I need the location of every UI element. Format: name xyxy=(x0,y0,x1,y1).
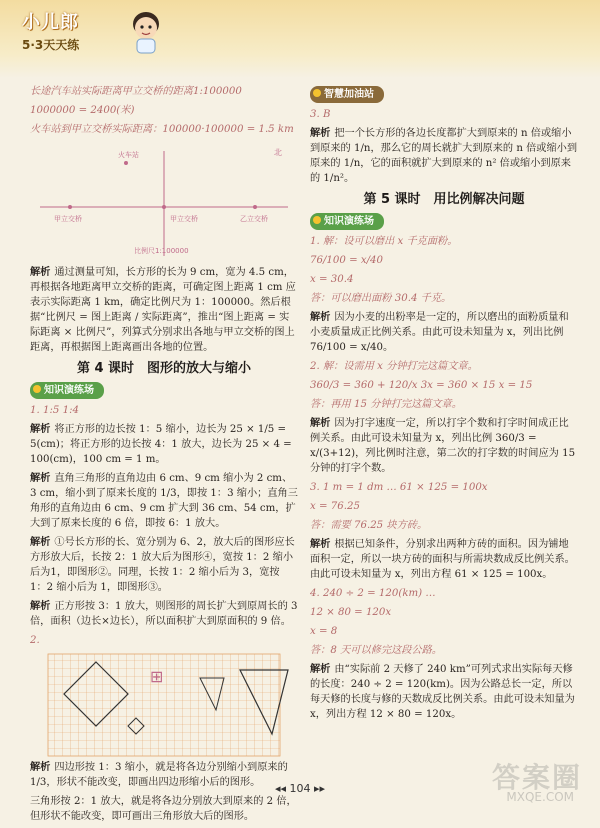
label-bridge-center: 甲立交桥 xyxy=(170,215,198,223)
page-number: ◂◂ 104 ▸▸ xyxy=(274,782,326,795)
analysis-label: 解析 xyxy=(30,266,51,278)
label-scale: 比例尺1:100000 xyxy=(134,247,189,255)
mascot-icon xyxy=(128,8,164,54)
handwritten-line: 3. 1 m = 1 dm … 61 × 125 = 100x xyxy=(310,482,488,493)
section-tag: 知识演练场 xyxy=(310,213,384,230)
answer-line: 3. B xyxy=(310,109,331,120)
handwritten-line: 答：需要 76.25 块方砖。 xyxy=(310,520,428,531)
map-sketch xyxy=(30,141,298,261)
analysis-label: 解析 xyxy=(310,663,331,675)
brand-name: 小儿郎 xyxy=(22,12,79,33)
svg-text:⊞: ⊞ xyxy=(150,667,164,686)
analysis-label: 解析 xyxy=(30,423,51,435)
analysis-text: 把一个长方形的各边长度都扩大到原来的 n 倍或缩小到原来的 1/n，那么它的周长就扩大到原来的 n 倍或缩小到原来的 1/n，它的面积就扩大到原来的 n² 倍或缩小到原来的 1/n²。 xyxy=(310,128,578,184)
handwritten-line: 1000000 = 2400(米) xyxy=(30,105,135,116)
analysis-paragraph xyxy=(30,599,298,629)
analysis-paragraph xyxy=(310,310,578,355)
handwritten-line: 火车站到甲立交桥实际距离：100000·100000 = 1.5 km xyxy=(30,124,294,135)
analysis-text: 将正方形的边长按 1：5 缩小，边长为 25 × 1/5 = 5(cm)；将正方形的边长按 4：1 放大，边长为 25 × 4 = 100(cm)，100 cm = 1 m。 xyxy=(30,424,292,465)
handwritten-line: 答：8 天可以修完这段公路。 xyxy=(310,645,442,656)
handwritten-line: 长途汽车站实际距离甲立交桥的距离1:100000 xyxy=(30,86,242,97)
analysis-text: 四边形按 1：3 缩小，就是将各边分别缩小到原来的 1/3，形状不能改变，即画出四边形缩小后的图形。 xyxy=(30,762,288,788)
brand-sub: 5·3天天练 xyxy=(22,38,80,52)
analysis-paragraph xyxy=(30,535,298,595)
analysis-text: 通过测量可知，长方形的长为 9 cm，宽为 4.5 cm，再根据各地距离甲立交桥的距离，可确定图上距离 1 cm 应表示实际距离 1 km，确定比例尺为 1：100000。然后根据“比例尺 = 图上距离 / 实际距离”，推出“图上距离 = 实际距离 × 比例尺”，列算式分别求出各地与甲立交桥的图上距离，再根据图上距离画出各地的位置。 xyxy=(30,267,296,353)
handwritten-line: 12 × 80 = 120x xyxy=(310,607,392,618)
analysis-label: 解析 xyxy=(30,472,51,484)
answer-line: 2. xyxy=(30,635,40,646)
map-diagram xyxy=(30,141,298,261)
analysis-label: 解析 xyxy=(310,127,331,139)
handwritten-line: 2. 解：设需用 x 分钟打完这篇文章。 xyxy=(310,361,478,372)
analysis-text: 因为小麦的出粉率是一定的，所以磨出的面粉质量和小麦质量成正比例关系。由此可设未知量为 x，列出比例 76/100 = x/40。 xyxy=(310,312,569,353)
section-tag: 知识演练场 xyxy=(30,382,104,399)
analysis-paragraph xyxy=(30,265,298,355)
analysis-label: 解析 xyxy=(310,538,331,550)
watermark-url: MXQE.COM xyxy=(506,790,574,804)
analysis-paragraph xyxy=(30,471,298,531)
analysis-text: 直角三角形的直角边由 6 cm、9 cm 缩小为 2 cm、3 cm，缩小到了原来长度的 1/3，即按 1：3 缩小；直角三角形的直角边由 6 cm、9 cm 扩大到 36 cm、54 cm，扩大到了原来长度的 6 倍，即按 6：1 放大。 xyxy=(30,473,298,529)
handwritten-line: 1. 解：设可以磨出 x 千克面粉。 xyxy=(310,236,458,247)
analysis-text: 三角形按 2：1 放大，就是将各边分别放大到原来的 2 倍，但形状不能改变，即可画出三角形放大后的图形。 xyxy=(30,796,297,822)
analysis-paragraph xyxy=(310,662,578,722)
analysis-label: 解析 xyxy=(30,761,51,773)
handwritten-line: 答：再用 15 分钟打完这篇文章。 xyxy=(310,399,462,410)
handwritten-line: 360/3 = 360 + 120/x 3x = 360 × 15 x = 15 xyxy=(310,380,533,391)
section-tag: 智慧加油站 xyxy=(310,86,384,103)
analysis-label: 解析 xyxy=(30,600,51,612)
grid-drawing xyxy=(30,652,298,758)
watermark-logo: 答案圈 xyxy=(491,761,582,794)
analysis-text: 因为打字速度一定，所以打字个数和打字时间成正比例关系。由此可设未知量为 x，列出比例 360/3 = x/(3+12)，列比例时注意，第二次的打字数的时间应为 15 分钟的打字个数。 xyxy=(310,418,576,474)
analysis-text: 由“实际前 2 天修了 240 km”可列式求出实际每天修的长度：240 ÷ 2 = 120(km)。因为公路总长一定，所以每天修的长度与修的天数成反比例关系。由此可设未知量为 x，列出方程 12 × 80 = 120x。 xyxy=(310,664,575,720)
header-band xyxy=(0,0,600,78)
handwritten-line: x = 30.4 xyxy=(310,274,354,285)
left-column xyxy=(30,84,298,828)
label-bridge-left: 甲立交桥 xyxy=(54,215,82,223)
analysis-paragraph xyxy=(310,416,578,476)
analysis-text: 根据已知条件，分别求出两种方砖的面积。因为铺地面积一定，所以一块方砖的面积与所需块数成反比例关系。由此可设未知量为 x，列出方程 61 × 125 = 100x。 xyxy=(310,539,575,580)
handwritten-line: 答：可以磨出面粉 30.4 千克。 xyxy=(310,293,452,304)
analysis-label: 解析 xyxy=(310,311,331,323)
analysis-label: 解析 xyxy=(310,417,331,429)
analysis-paragraph xyxy=(310,537,578,582)
handwritten-line: x = 8 xyxy=(310,626,338,637)
analysis-paragraph xyxy=(30,422,298,467)
analysis-text: 正方形按 3：1 放大，则图形的周长扩大到原周长的 3 倍，面积（边长×边长），所以面积扩大到原面积的 9 倍。 xyxy=(30,601,298,627)
lesson-title: 第 4 课时 图形的放大与缩小 xyxy=(76,361,252,376)
label-bridge-right: 乙立交桥 xyxy=(240,215,268,223)
analysis-paragraph xyxy=(310,126,578,186)
label-north: 北 xyxy=(274,148,282,157)
right-column xyxy=(310,84,578,726)
handwritten-line: 76/100 = x/40 xyxy=(310,255,383,266)
page-number-value: 104 xyxy=(289,782,311,795)
handwritten-line: x = 76.25 xyxy=(310,501,360,512)
analysis-text: ①号长方形的长、宽分别为 6、2，放大后的图形应长方形放大后，长按 2：1 放大后为图形④，宽按 1：2 缩小后为1，即图形②。同理，长按 1：2 缩小后为 3，宽按 1：2 缩小后为 1，即图形③。 xyxy=(30,537,295,593)
grid-figure xyxy=(30,652,298,758)
handwritten-line: 4. 240 ÷ 2 = 120(km) … xyxy=(310,588,436,599)
brand-logo xyxy=(22,8,79,53)
lesson-title: 第 5 课时 用比例解决问题 xyxy=(363,192,525,207)
analysis-label: 解析 xyxy=(30,536,51,548)
answer-line: 1. 1:5 1:4 xyxy=(30,405,79,416)
label-train-station: 火车站 xyxy=(118,151,139,159)
